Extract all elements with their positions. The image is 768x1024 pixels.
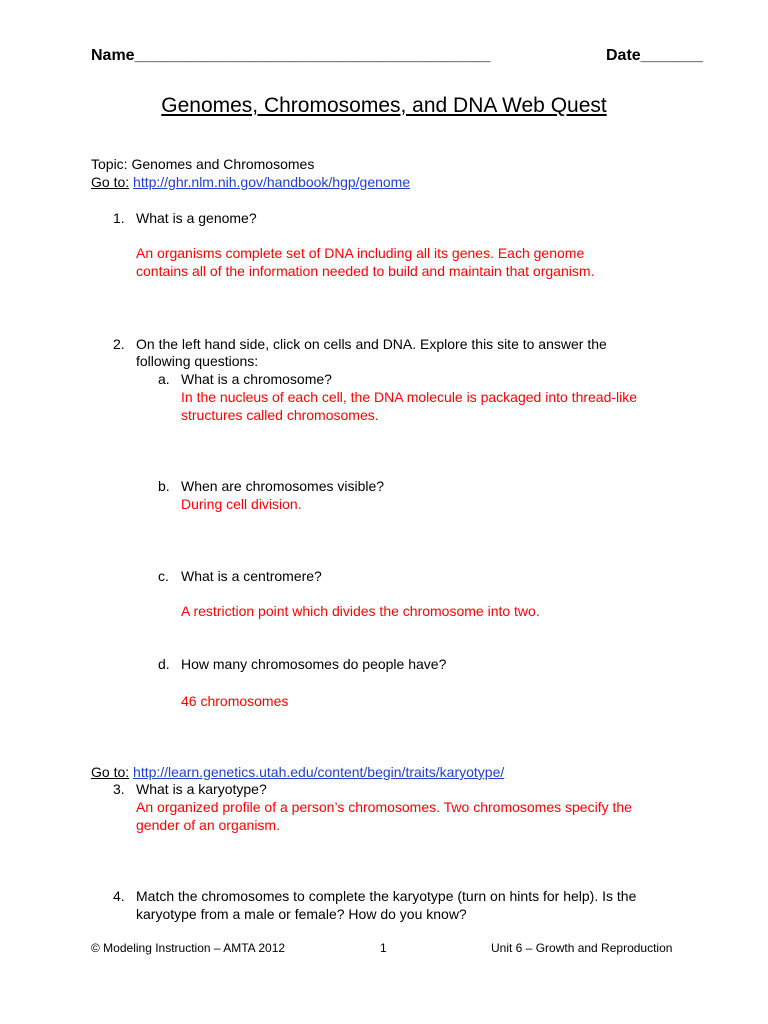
q4-number: 4.: [113, 888, 125, 904]
q2b-letter: b.: [158, 478, 170, 494]
topic-line: Topic: Genomes and Chromosomes: [91, 156, 315, 172]
date-field-label: Date_______: [606, 47, 703, 64]
q1-question: What is a genome?: [136, 210, 257, 226]
q2c-answer: A restriction point which divides the chromosome into two.: [181, 603, 540, 619]
q3-answer-line-2: gender of an organism.: [136, 817, 280, 833]
q2d-answer: 46 chromosomes: [181, 693, 289, 709]
q2a-answer-line-1: In the nucleus of each cell, the DNA molecule is packaged into thread-like: [181, 389, 638, 405]
genome-handbook-link[interactable]: http://ghr.nlm.nih.gov/handbook/hgp/genome: [133, 174, 411, 190]
q4-line-1: Match the chromosomes to complete the karyotype (turn on hints for help). Is the: [136, 888, 637, 904]
q1-number: 1.: [113, 210, 125, 226]
footer-copyright: © Modeling Instruction – AMTA 2012: [91, 941, 286, 955]
name-field-label: Name________________________________________: [91, 47, 491, 64]
q2a-question: What is a chromosome?: [181, 371, 332, 387]
q2b-answer: During cell division.: [181, 496, 302, 512]
q1-answer-line-1: An organisms complete set of DNA including all its genes. Each genome: [136, 245, 585, 261]
q4-line-2: karyotype from a male or female? How do you know?: [136, 906, 467, 922]
goto-label: Go to:: [91, 764, 130, 780]
q2a-letter: a.: [158, 371, 170, 387]
q2b-question: When are chromosomes visible?: [181, 478, 385, 494]
q2-number: 2.: [113, 336, 125, 352]
q2d-question: How many chromosomes do people have?: [181, 656, 447, 672]
footer-unit: Unit 6 – Growth and Reproduction: [491, 941, 673, 955]
goto-line-2: [91, 763, 504, 781]
q2-line-2: following questions:: [136, 353, 259, 369]
q2a-answer-line-2: structures called chromosomes.: [181, 407, 379, 423]
q2c-question: What is a centromere?: [181, 568, 322, 584]
goto-label: Go to:: [91, 174, 130, 190]
q1-answer-line-2: contains all of the information needed to build and maintain that organism.: [136, 263, 595, 279]
q3-number: 3.: [113, 781, 125, 797]
goto-line-1: [91, 173, 410, 191]
q2d-letter: d.: [158, 656, 170, 672]
q3-question: What is a karyotype?: [136, 781, 267, 797]
page-title: Genomes, Chromosomes, and DNA Web Quest: [161, 94, 607, 117]
q2-line-1: On the left hand side, click on cells and DNA. Explore this site to answer the: [136, 336, 607, 352]
karyotype-link[interactable]: http://learn.genetics.utah.edu/content/begin/traits/karyotype/: [133, 764, 505, 780]
footer-page-number: 1: [380, 941, 387, 955]
q3-answer-line-1: An organized profile of a person’s chromosomes. Two chromosomes specify the: [136, 799, 632, 815]
q2c-letter: c.: [158, 568, 169, 584]
